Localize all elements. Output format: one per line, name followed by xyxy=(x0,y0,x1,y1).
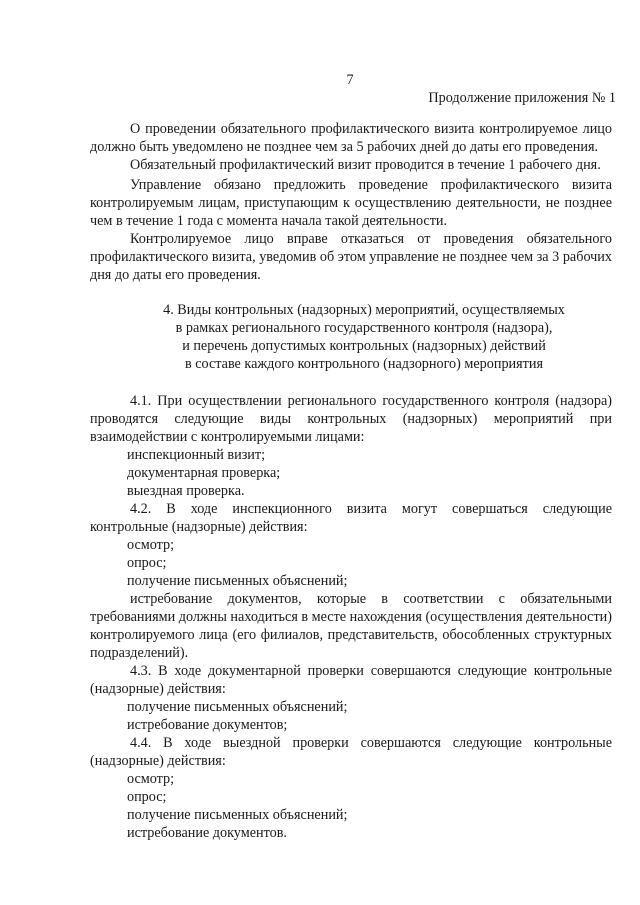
list-item: инспекционный визит; xyxy=(127,447,266,463)
clause-4-3: 4.3. В ходе документарной проверки совершаются следующие контрольные (надзорные) действия: xyxy=(90,663,612,697)
list-item: опрос; xyxy=(127,789,167,805)
list-item: получение письменных объяснений; xyxy=(127,573,348,589)
list-item: осмотр; xyxy=(127,771,175,787)
list-item: осмотр; xyxy=(127,537,175,553)
paragraph-notification: О проведении обязательного профилактического визита контролируемое лицо должно быть уведомлено не позднее чем за 5 рабочих дней до даты его проведения. xyxy=(90,121,612,155)
paragraph-duration: Обязательный профилактический визит проводится в течение 1 рабочего дня. xyxy=(130,157,601,173)
list-item: получение письменных объяснений; xyxy=(127,807,348,823)
clause-4-4: 4.4. В ходе выездной проверки совершаются следующие контрольные (надзорные) действия: xyxy=(90,735,612,769)
list-item-document-request: истребование документов, которые в соответствии с обязательными требованиями должны находиться в месте нахождения (осуществления деятельности) контролируемого лица (его филиалов, представительств, обособленных структурных подразделений). xyxy=(90,591,612,661)
document-body xyxy=(90,120,612,842)
list-item: истребование документов. xyxy=(127,825,287,841)
page-number: 7 xyxy=(346,72,354,88)
section-heading-line: 4. Виды контрольных (надзорных) мероприятий, осуществляемых xyxy=(163,302,565,318)
paragraph-refusal: Контролируемое лицо вправе отказаться от проведения обязательного профилактического визита, уведомив об этом управление не позднее чем за 3 рабочих дня до даты его проведения. xyxy=(90,231,612,283)
section-heading xyxy=(90,301,612,373)
list-item: документарная проверка; xyxy=(127,465,281,481)
paragraph-obligation: Управление обязано предложить проведение профилактического визита контролируемым лицам, приступающим к осуществлению деятельности, не позднее чем в течение 1 года с момента начала такой деятельности. xyxy=(90,177,612,229)
section-heading-line: в рамках регионального государственного контроля (надзора), xyxy=(175,320,553,336)
list-item: опрос; xyxy=(127,555,167,571)
list-item: выездная проверка. xyxy=(127,483,245,499)
clause-4-2: 4.2. В ходе инспекционного визита могут совершаться следующие контрольные (надзорные) действия: xyxy=(90,501,612,535)
section-heading-line: в составе каждого контрольного (надзорного) мероприятия xyxy=(184,356,543,372)
appendix-continuation-note: Продолжение приложения № 1 xyxy=(428,90,616,106)
clause-4-1: 4.1. При осуществлении регионального государственного контроля (надзора) проводятся следующие виды контрольных (надзорных) мероприятий при взаимодействии с контролируемыми лицами: xyxy=(90,393,612,445)
list-item: получение письменных объяснений; xyxy=(127,699,348,715)
section-heading-line: и перечень допустимых контрольных (надзорных) действий xyxy=(182,338,546,354)
list-item: истребование документов; xyxy=(127,717,288,733)
